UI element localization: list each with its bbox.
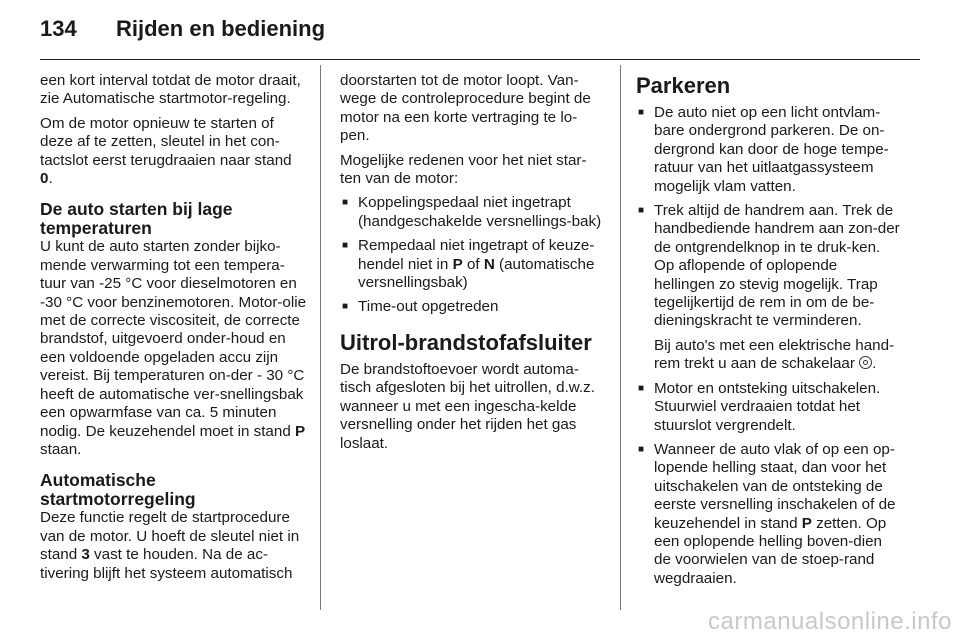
column-divider-2 (620, 65, 621, 610)
list-item: ■ Wanneer de auto vlak of op een op-lopende helling staat, dan voor het uitschakelen van de ontsteking de eerste versnelling inschakelen of de keuzehendel in stand P zetten. Op een oplopende helling boven-dien de voorwielen van de stoep-rand wegdraaien. (636, 441, 902, 588)
list-item: ■ Time-out opgetreden (340, 298, 604, 316)
page-number: 134 (40, 16, 77, 41)
column-right (636, 72, 902, 594)
paragraph-fuel-cutoff: De brandstoftoevoer wordt automa-tisch afgesloten bij het uitrollen, d.w.z. wanneer u met een ingescha-kelde versnelling onder het rijden het gas loslaat. (340, 360, 595, 452)
column-divider-1 (320, 65, 321, 610)
column-middle (340, 72, 604, 459)
paragraph-restart: Om de motor opnieuw te starten of deze af te zetten, sleutel in het con-tactslot eerst terugdraaien naar stand 0. (40, 114, 292, 188)
paragraph-cold-start: U kunt de auto starten zonder bijko-mende verwarming tot een tempera-tuur van -25 °C voor dieselmotoren en -30 °C voor benzinemotoren. Motor-olie met de correcte viscositeit, de correcte brandstof, uitgevoerd onder-houd en een voldoende opgeladen accu zijn vereist. Bij temperaturen on-der - 30 °C heeft de automatische ver-snellingsbak een opwarmfase van ca. 5 minuten nodig. De keuzehendel moet in stand P staan. (40, 238, 307, 458)
heading-fuel-cutoff: Uitrol-brandstofafsluiter (340, 329, 592, 355)
reasons-list (340, 194, 604, 316)
list-item: ■ De auto niet op een licht ontvlam-bare ondergrond parkeren. De on-dergrond kan door de hoge tempe-ratuur van het uitlaatgassysteem mogelijk vlam vatten. (636, 104, 902, 196)
paragraph-reasons: Mogelijke redenen voor het niet star-ten van de motor: (340, 151, 587, 188)
header-divider (40, 59, 920, 60)
paragraph-auto-starter: Deze functie regelt de startprocedure van de motor. U hoeft de sleutel niet in stand 3 vast te houden. Na de ac-tivering blijft het systeem automatisch (40, 509, 300, 582)
list-item: ■ Rempedaal niet ingetrapt of keuze-hendel niet in P of N (automatische versnellingsbak) (340, 237, 604, 292)
list-item: ■ Motor en ontsteking uitschakelen. Stuurwiel verdraaien totdat het stuurslot vergrendelt. (636, 380, 902, 435)
page-header (40, 16, 325, 50)
parking-list (636, 104, 902, 588)
heading-parking: Parkeren (636, 73, 731, 98)
watermark: carmanualsonline.info (708, 608, 952, 635)
column-left (40, 72, 308, 589)
heading-auto-starter: Automatische startmotorregeling (40, 470, 196, 510)
page-title: Rijden en bediening (116, 16, 326, 41)
parking-brake-icon (859, 356, 872, 369)
list-item: ■ Koppelingspedaal niet ingetrapt (handgeschakelde versnellings-bak) (340, 194, 604, 231)
heading-cold-start: De auto starten bij lage temperaturen (40, 199, 233, 239)
list-item: ■ Trek altijd de handrem aan. Trek de handbediende handrem aan zon-der de ontgrendelknop in te druk-ken. Op aflopende of oplopende hellingen zo stevig mogelijk. Trap tegelijkertijd de rem in om de be-dieningskracht te verminderen. Bij auto's met een elektrische hand-rem trekt u aan de schakelaar . (636, 202, 902, 374)
paragraph-interval: een kort interval totdat de motor draait, zie Automatische startmotor-regeling. (40, 72, 301, 108)
paragraph-continue: doorstarten tot de motor loopt. Van-wege de controleprocedure begint de motor na een korte vertraging te lo-pen. (340, 72, 591, 145)
